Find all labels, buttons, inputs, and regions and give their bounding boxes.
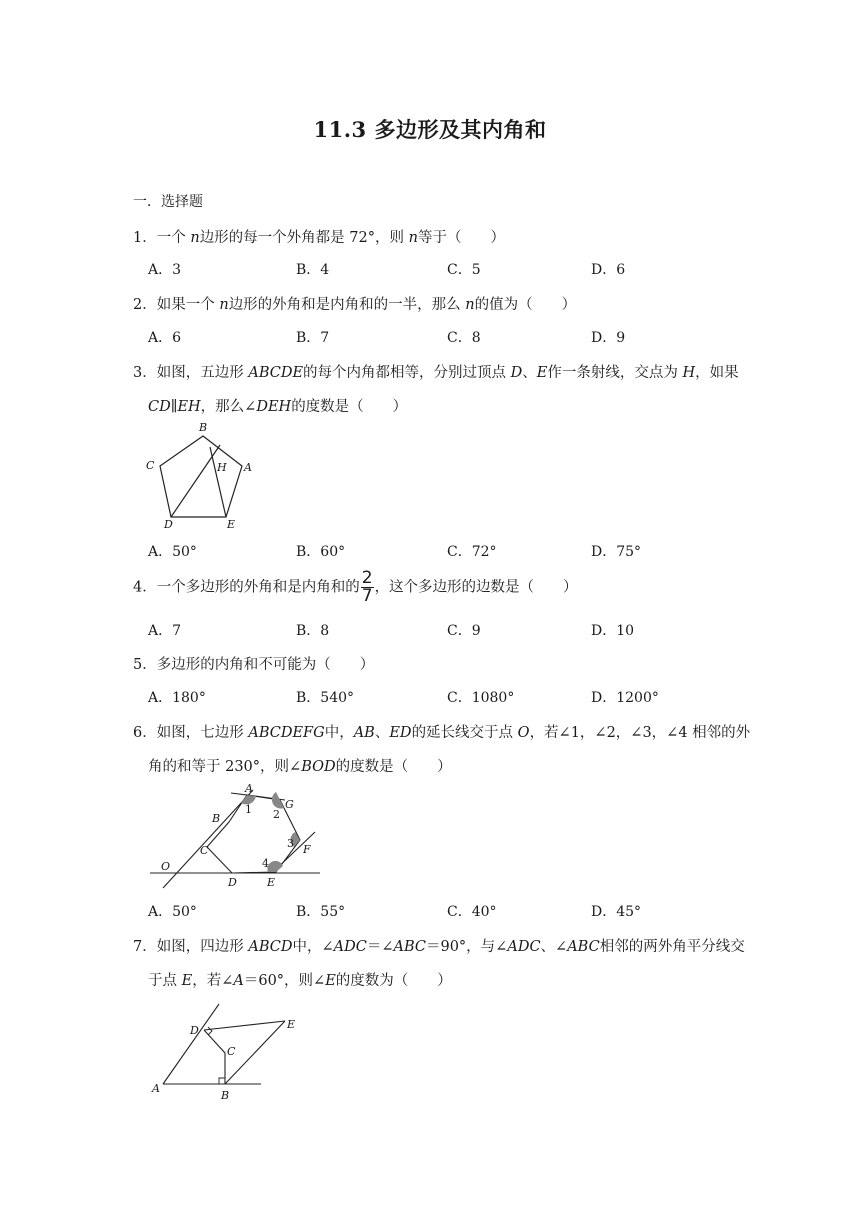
- label-f: F: [303, 843, 311, 856]
- ray-dh: [171, 445, 220, 517]
- question-5-options: [148, 687, 748, 707]
- label-c: C: [146, 459, 155, 472]
- label-4: 4: [262, 857, 269, 870]
- pentagon-abcde: [160, 436, 242, 517]
- question-2-stem: 2．如果一个 n边形的外角和是内角和的一半，那么 n的值为（ ）: [133, 297, 577, 313]
- option-b[interactable]: B．4: [296, 262, 330, 278]
- option-c[interactable]: C．72°: [447, 544, 497, 560]
- angle-4-mark: [267, 861, 283, 872]
- line-de: [204, 1021, 285, 1030]
- question-6-options: [148, 901, 748, 921]
- label-a: A: [244, 461, 252, 474]
- question-2-options: [148, 327, 748, 347]
- question-3-stem-line2: CD∥EH，那么∠DEH的度数是（ ）: [148, 399, 408, 415]
- label-c: C: [200, 844, 209, 857]
- question-1-stem: 1．一个 n边形的每一个外角都是 72°，则 n等于（ ）: [133, 230, 505, 246]
- label-2: 2: [273, 808, 280, 821]
- heptagon-figure: [145, 780, 330, 892]
- label-e: E: [267, 876, 276, 889]
- angle-2-mark: [272, 792, 284, 809]
- option-d[interactable]: D．45°: [591, 904, 642, 920]
- option-c[interactable]: C．1080°: [447, 690, 515, 706]
- label-o: O: [161, 860, 171, 873]
- question-5-stem: 5．多边形的内角和不可能为（ ）: [133, 657, 375, 673]
- option-d[interactable]: D．10: [591, 623, 635, 639]
- label-1: 1: [245, 803, 252, 816]
- label-h: H: [217, 461, 227, 474]
- section-heading: 一．选择题: [133, 194, 203, 210]
- question-4-stem: 4．一个多边形的外角和是内角和的 $\frac{2}{7}$ ，这个多边形的边数是（ ）: [133, 568, 578, 606]
- option-b[interactable]: B．8: [296, 623, 330, 639]
- option-a[interactable]: A．3: [148, 262, 182, 278]
- label-a: A: [245, 782, 253, 795]
- option-b[interactable]: B．7: [296, 330, 330, 346]
- ray-ad-extension: [163, 1004, 219, 1084]
- option-d[interactable]: D．75°: [591, 544, 642, 560]
- label-e: E: [287, 1018, 296, 1031]
- question-6-stem-line1: 6．如图，七边形 ABCDEFG中，AB、ED的延长线交于点 O，若∠1，∠2，∠3，∠4 相邻的外: [133, 725, 751, 741]
- label-a: A: [152, 1082, 160, 1095]
- fraction-two-sevenths: $\frac{2}{7}$: [361, 568, 373, 606]
- option-b[interactable]: B．55°: [296, 904, 346, 920]
- option-a[interactable]: A．50°: [148, 904, 197, 920]
- right-angle-b: [219, 1078, 225, 1084]
- question-6-stem-line2: 角的和等于 230°，则∠BOD的度数是（ ）: [148, 759, 452, 775]
- question-3-options: [148, 541, 748, 561]
- label-g: G: [285, 798, 294, 811]
- label-b: B: [212, 812, 221, 825]
- option-a[interactable]: A．7: [148, 623, 182, 639]
- label-d: D: [228, 876, 237, 889]
- option-b[interactable]: B．540°: [296, 690, 355, 706]
- label-b: B: [199, 421, 208, 434]
- option-d[interactable]: D．6: [591, 262, 626, 278]
- label-e: E: [227, 518, 236, 531]
- label-d: D: [190, 1024, 199, 1037]
- question-3-stem-line1: 3．如图，五边形 ABCDE的每个内角都相等，分别过顶点 D、E作一条射线，交点为 H，如果: [133, 365, 739, 381]
- label-d: D: [164, 518, 173, 531]
- right-angle-d: [208, 1027, 212, 1035]
- option-a[interactable]: A．50°: [148, 544, 197, 560]
- option-c[interactable]: C．40°: [447, 904, 497, 920]
- label-3: 3: [287, 837, 294, 850]
- ray-eh: [210, 447, 226, 517]
- quad-dc-cb: [204, 1030, 225, 1084]
- option-b[interactable]: B．60°: [296, 544, 346, 560]
- option-c[interactable]: C．9: [447, 623, 481, 639]
- question-4-options: [148, 620, 748, 640]
- option-c[interactable]: C．5: [447, 262, 481, 278]
- label-c: C: [227, 1045, 236, 1058]
- option-a[interactable]: A．6: [148, 330, 182, 346]
- quadrilateral-figure: [145, 1000, 310, 1105]
- pentagon-figure: [140, 418, 270, 533]
- option-c[interactable]: C．8: [447, 330, 481, 346]
- question-1-options: [148, 259, 748, 279]
- page-title: 11.3 多边形及其内角和: [313, 117, 547, 142]
- question-7-stem-line2: 于点 E，若∠A＝60°，则∠E的度数为（ ）: [148, 973, 452, 989]
- option-d[interactable]: D．9: [591, 330, 626, 346]
- label-b: B: [221, 1089, 230, 1102]
- option-a[interactable]: A．180°: [148, 690, 206, 706]
- question-7-stem-line1: 7．如图，四边形 ABCD中，∠ADC＝∠ABC＝90°，与∠ADC、∠ABC相邻的两外角平分线交: [133, 939, 745, 955]
- option-d[interactable]: D．1200°: [591, 690, 659, 706]
